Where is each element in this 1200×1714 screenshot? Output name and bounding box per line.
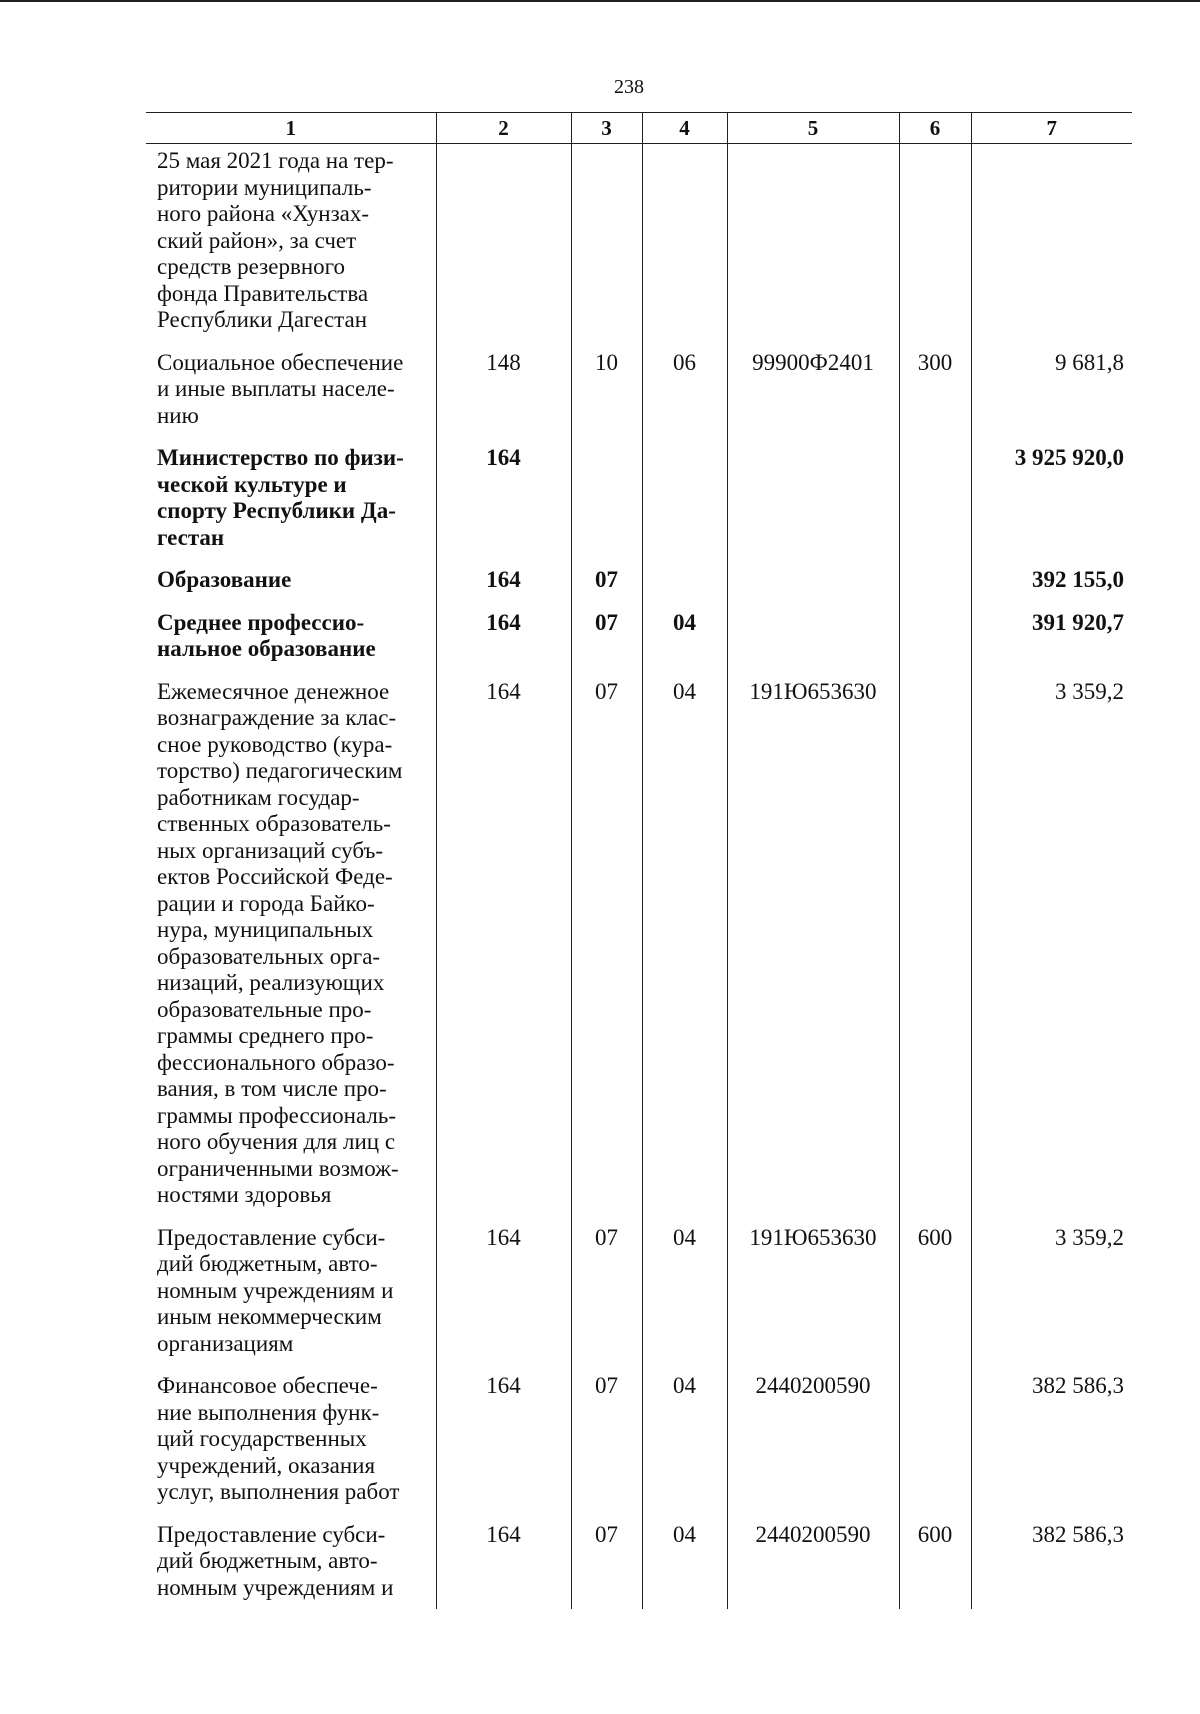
table-row — [146, 671, 1132, 1217]
cell-description-text: Социальное обеспечение и иные выплаты населе- нию — [157, 349, 404, 428]
cell-section-code — [571, 559, 642, 602]
header-col-1: 1 — [146, 113, 436, 144]
cell-subsection-code-text: 04 — [673, 609, 696, 635]
cell-subsection-code-text: 06 — [673, 349, 696, 375]
cell-target-code-text: 191Ю653630 — [749, 1224, 877, 1250]
cell-expense-type — [899, 342, 971, 438]
cell-target-code — [727, 602, 899, 671]
cell-description-text: Министерство по физи- ческой культуре и спорту Республики Да- гестан — [157, 445, 404, 550]
cell-subsection-code — [642, 1514, 727, 1610]
cell-description — [146, 1514, 436, 1610]
cell-expense-type — [899, 1217, 971, 1366]
cell-expense-type — [899, 1514, 971, 1610]
header-col-7: 7 — [971, 113, 1132, 144]
cell-ministry-code-text: 164 — [486, 1521, 521, 1547]
cell-ministry-code — [436, 1217, 571, 1366]
cell-ministry-code — [436, 602, 571, 671]
cell-target-code — [727, 342, 899, 438]
cell-subsection-code — [642, 559, 727, 602]
cell-expense-type-text: 600 — [917, 1521, 953, 1547]
cell-expense-type-text: 600 — [917, 1224, 953, 1250]
cell-description — [146, 1365, 436, 1514]
cell-description-text: Среднее профессио- нальное образование — [157, 609, 376, 661]
cell-section-code — [571, 1514, 642, 1610]
cell-amount-text: 3 359,2 — [1055, 678, 1124, 704]
cell-subsection-code — [642, 1217, 727, 1366]
top-border — [0, 0, 1200, 2]
cell-amount — [971, 144, 1132, 342]
cell-section-code — [571, 602, 642, 671]
cell-ministry-code — [436, 437, 571, 559]
cell-description — [146, 437, 436, 559]
cell-target-code — [727, 1217, 899, 1366]
cell-section-code-text: 07 — [595, 1521, 618, 1547]
header-col-6: 6 — [899, 113, 971, 144]
cell-subsection-code — [642, 671, 727, 1217]
cell-target-code — [727, 1514, 899, 1610]
cell-description — [146, 144, 436, 342]
cell-amount-text: 9 681,8 — [1055, 349, 1124, 375]
cell-target-code-text: 2440200590 — [755, 1373, 871, 1398]
cell-target-code — [727, 671, 899, 1217]
cell-section-code-text: 07 — [595, 609, 618, 635]
cell-subsection-code — [642, 602, 727, 671]
cell-ministry-code-text: 164 — [486, 1373, 521, 1398]
cell-description — [146, 559, 436, 602]
budget-table-container — [146, 112, 1132, 1609]
table-row — [146, 1217, 1132, 1366]
cell-ministry-code — [436, 144, 571, 342]
cell-subsection-code-text: 04 — [673, 1224, 696, 1250]
cell-ministry-code — [436, 671, 571, 1217]
cell-subsection-code — [642, 1365, 727, 1514]
cell-ministry-code — [436, 342, 571, 438]
cell-subsection-code — [642, 437, 727, 559]
cell-section-code-text: 07 — [595, 1224, 618, 1250]
table-row — [146, 559, 1132, 602]
cell-description-text: Предоставление субси- дий бюджетным, авто- номным учреждениям и иным некоммерческим организациям — [157, 1224, 394, 1356]
cell-expense-type-text: 300 — [917, 349, 953, 375]
cell-section-code-text: 07 — [595, 1373, 618, 1398]
cell-amount-text: 3 925 920,0 — [1014, 445, 1124, 470]
cell-section-code — [571, 144, 642, 342]
cell-target-code — [727, 144, 899, 342]
cell-amount — [971, 671, 1132, 1217]
cell-ministry-code-text: 164 — [486, 445, 521, 470]
header-col-5: 5 — [727, 113, 899, 144]
table-row — [146, 437, 1132, 559]
cell-target-code — [727, 1365, 899, 1514]
cell-subsection-code-text: 04 — [673, 1373, 696, 1398]
cell-ministry-code — [436, 1514, 571, 1610]
cell-ministry-code-text: 148 — [486, 349, 521, 375]
cell-section-code — [571, 1365, 642, 1514]
cell-amount — [971, 437, 1132, 559]
cell-description — [146, 602, 436, 671]
cell-description — [146, 342, 436, 438]
cell-target-code-text: 191Ю653630 — [749, 678, 877, 704]
table-row — [146, 144, 1132, 342]
cell-amount — [971, 559, 1132, 602]
cell-ministry-code — [436, 559, 571, 602]
page-number: 238 — [614, 76, 644, 98]
cell-amount-text: 382 586,3 — [1032, 1521, 1124, 1547]
cell-amount — [971, 1217, 1132, 1366]
header-col-4: 4 — [642, 113, 727, 144]
header-row — [146, 113, 1132, 144]
cell-section-code-text: 07 — [595, 567, 618, 592]
cell-description-text: Ежемесячное денежное вознаграждение за клас- сное руководство (кура- торство) педагогическим работникам государ- ственных образователь- ных организаций субъ- ектов Российской Феде- рации и города Байко- нура, муниципальных образовательных орга- низаций, реализующих образовательные про- граммы среднего про- фессионального образо- вания, в том числе про- граммы профессиональ- ного обучения для лиц с ограниченными возмож- ностями здоровья — [157, 678, 403, 1207]
cell-ministry-code-text: 164 — [486, 609, 521, 635]
cell-subsection-code — [642, 144, 727, 342]
cell-expense-type — [899, 602, 971, 671]
cell-section-code — [571, 437, 642, 559]
header-col-3: 3 — [571, 113, 642, 144]
cell-amount — [971, 1365, 1132, 1514]
cell-description — [146, 671, 436, 1217]
table-row — [146, 602, 1132, 671]
cell-amount — [971, 342, 1132, 438]
cell-ministry-code — [436, 1365, 571, 1514]
cell-amount — [971, 1514, 1132, 1610]
cell-amount-text: 382 586,3 — [1032, 1373, 1124, 1398]
table-row — [146, 1514, 1132, 1610]
cell-description — [146, 1217, 436, 1366]
cell-ministry-code-text: 164 — [486, 678, 521, 704]
cell-section-code — [571, 1217, 642, 1366]
cell-section-code-text: 07 — [595, 678, 618, 704]
table-row — [146, 1365, 1132, 1514]
cell-subsection-code-text: 04 — [673, 678, 696, 704]
cell-description-text: Образование — [157, 567, 292, 592]
cell-description-text: Финансовое обеспече- ние выполнения функ- ций государственных учреждений, оказания услуг, выполнения работ — [157, 1373, 400, 1504]
table-body — [146, 144, 1132, 1610]
cell-section-code — [571, 342, 642, 438]
cell-amount-text: 3 359,2 — [1055, 1224, 1124, 1250]
cell-subsection-code — [642, 342, 727, 438]
header-col-2: 2 — [436, 113, 571, 144]
cell-description-text: 25 мая 2021 года на тер- ритории муниципаль- ного района «Хунзах- ский район», за счет средств резервного фонда Правительства Республики Дагестан — [157, 148, 394, 332]
cell-amount-text: 392 155,0 — [1032, 567, 1124, 592]
cell-ministry-code-text: 164 — [486, 1224, 521, 1250]
cell-section-code-text: 10 — [595, 349, 618, 375]
cell-target-code-text: 99900Ф2401 — [752, 349, 874, 375]
cell-section-code — [571, 671, 642, 1217]
cell-expense-type — [899, 559, 971, 602]
budget-table — [146, 112, 1132, 1609]
cell-subsection-code-text: 04 — [673, 1521, 696, 1547]
cell-ministry-code-text: 164 — [486, 567, 521, 592]
cell-amount — [971, 602, 1132, 671]
cell-expense-type — [899, 437, 971, 559]
cell-target-code-text: 2440200590 — [755, 1521, 871, 1547]
cell-amount-text: 391 920,7 — [1032, 609, 1124, 635]
cell-expense-type — [899, 144, 971, 342]
cell-description-text: Предоставление субси- дий бюджетным, авто- номным учреждениям и — [157, 1521, 394, 1600]
cell-target-code — [727, 437, 899, 559]
cell-target-code — [727, 559, 899, 602]
table-header — [146, 113, 1132, 144]
table-row — [146, 342, 1132, 438]
cell-expense-type — [899, 1365, 971, 1514]
cell-expense-type — [899, 671, 971, 1217]
